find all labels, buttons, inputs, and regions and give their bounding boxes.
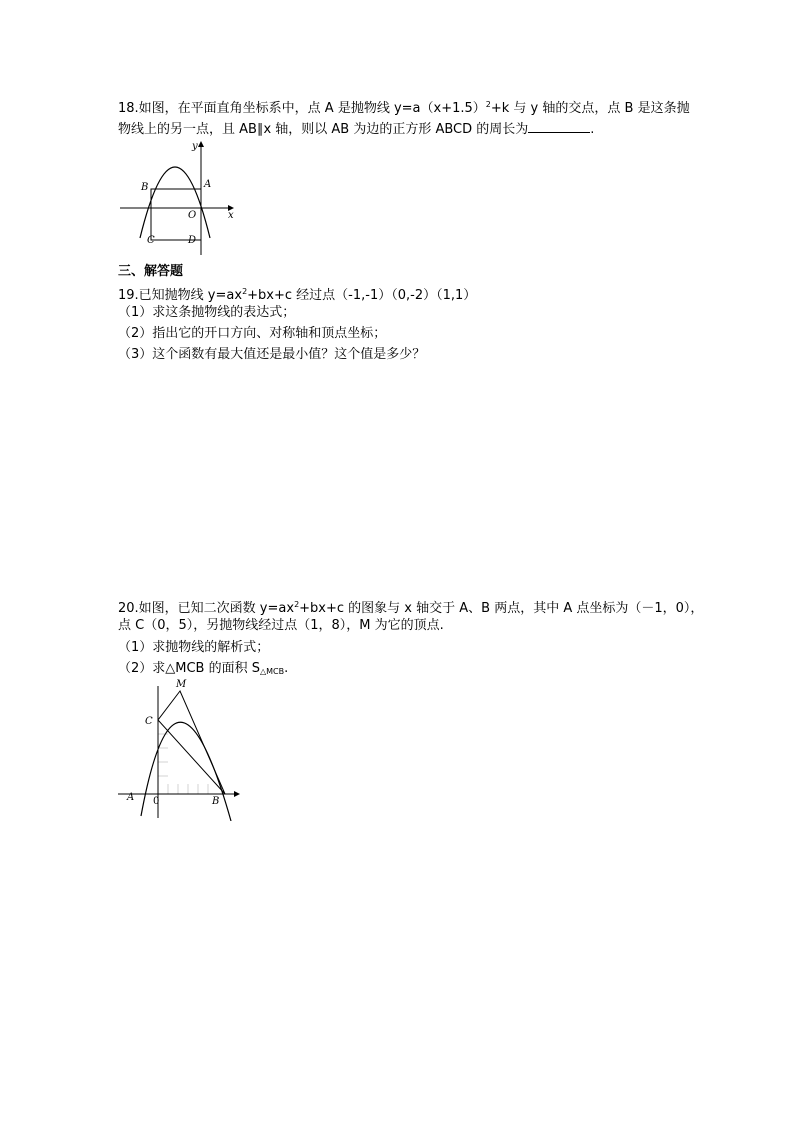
q18-label-y: y	[192, 141, 198, 152]
section-3-heading: 三、解答题	[118, 264, 184, 279]
q18-label-o: O	[188, 210, 197, 221]
q20-grid-ticks	[158, 720, 208, 794]
q20-label-c: C	[145, 716, 153, 727]
q20-line1-text-b: +bx+c 的图象与 x 轴交于 A、B 两点，其中 A 点坐标为（－1，0），	[299, 601, 704, 616]
q18-line1-text-b: +k 与 y 轴的交点，点 B 是这条抛	[490, 101, 690, 116]
q20-part2-text-b: .	[284, 661, 289, 676]
q18-line1-text-a: 18.如图，在平面直角坐标系中，点 A 是抛物线 y=a（x+1.5）	[118, 101, 486, 116]
q18-label-c: C	[147, 235, 155, 246]
q20-line-1	[118, 596, 703, 618]
q20-triangle-mcb	[158, 691, 225, 794]
q18-line-2	[118, 119, 594, 139]
q18-line2-text-a: 物线上的另一点，且 AB∥x 轴，则以 AB 为边的正方形 ABCD 的周长为	[118, 122, 529, 137]
q18-y-axis-arrow	[198, 141, 204, 147]
q20-label-b: B	[212, 796, 220, 807]
q20-line1-superscript: 2	[294, 600, 300, 609]
q20-part-1: （1）求抛物线的解析式；	[118, 640, 270, 655]
q18-line-1	[118, 96, 690, 118]
q19-part-2: （2）指出它的开口方向、对称轴和顶点坐标；	[118, 326, 387, 341]
q18-label-d: D	[188, 235, 197, 246]
q19-stem-text-a: 19.已知抛物线 y=ax	[118, 288, 243, 303]
q18-line2-text-b: .	[590, 122, 595, 137]
q20-part2-text-a: （2）求△MCB 的面积 S	[118, 661, 260, 676]
q20-label-m: M	[176, 679, 187, 690]
q20-label-o: 0	[153, 796, 160, 807]
q20-line-2: 点 C（0，5），另抛物线经过点（1，8），M 为它的顶点.	[118, 618, 444, 633]
q20-parabola-figure	[116, 676, 246, 821]
q20-line1-text-a: 20.如图，已知二次函数 y=ax	[118, 601, 295, 616]
q18-label-b: B	[141, 182, 149, 193]
q18-label-a: A	[204, 179, 212, 190]
q19-part-3: （3）这个函数有最大值还是最小值？这个值是多少？	[118, 347, 426, 362]
q18-parabola-figure	[118, 138, 248, 258]
q19-stem-superscript: 2	[242, 287, 248, 296]
q19-stem-text-b: +bx+c 经过点（-1,-1）（0,-2）（1,1）	[247, 288, 477, 303]
q19-stem	[118, 283, 476, 305]
q20-part2-subscript: △MCB	[260, 667, 285, 676]
q20-x-axis-arrow	[234, 791, 240, 797]
q18-line1-superscript: 2	[485, 100, 491, 109]
q19-part-1: （1）求这条抛物线的表达式；	[118, 305, 296, 320]
q20-label-a: A	[127, 792, 135, 803]
q18-answer-blank	[528, 119, 590, 133]
q18-label-x: x	[228, 210, 234, 221]
